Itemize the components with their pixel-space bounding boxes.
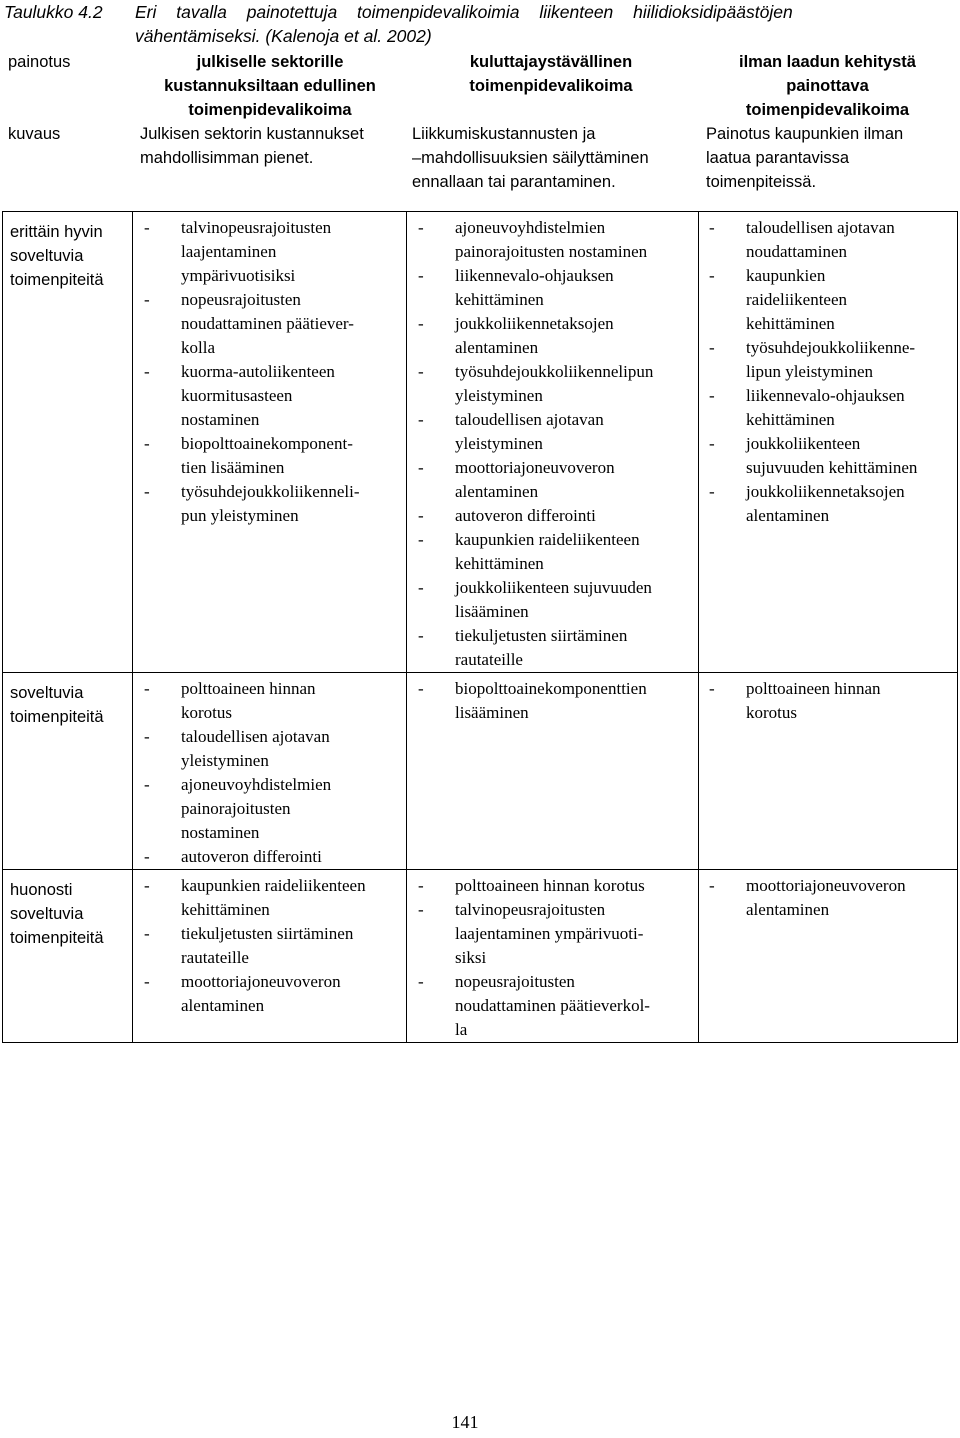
measure-cell [133, 212, 407, 673]
measure-list [144, 677, 400, 869]
text-line: - autoveron differointi [181, 847, 322, 866]
text-line: tien lisääminen [181, 458, 285, 477]
text-line: - polttoaineen hinnan [181, 679, 316, 698]
list-item [144, 677, 400, 725]
text-line: kehittäminen [455, 554, 544, 573]
text-line: toimenpidevalikoima [745, 101, 910, 119]
list-item [144, 773, 400, 845]
text-line: lisääminen [455, 602, 529, 621]
text-line: - kuorma-autoliikenteen [181, 362, 335, 381]
caption-line-2: vähentämiseksi. (Kalenoja et al. 2002) [135, 26, 432, 46]
text-line: rautateille [181, 948, 249, 967]
text-line: - kaupunkien raideliikenteen [181, 876, 366, 895]
text-line: - liikennevalo-ohjauksen [746, 386, 905, 405]
text-line: - nopeusrajoitusten [455, 972, 575, 991]
list-item [144, 480, 400, 528]
measure-list [709, 874, 953, 922]
text-line: soveltuvia [10, 247, 84, 265]
list-item [418, 874, 692, 898]
text-line: lipun yleistyminen [746, 362, 874, 381]
measure-cell [407, 673, 699, 870]
col3-description [706, 122, 960, 194]
text-line: - moottoriajoneuvoveron [455, 458, 615, 477]
text-line: painorajoitusten [181, 799, 291, 818]
text-line: - polttoaineen hinnan korotus [455, 876, 645, 895]
text-line: - taloudellisen ajotavan [746, 218, 895, 237]
measure-cell [699, 870, 958, 1043]
measure-cell [133, 673, 407, 870]
text-line: alentaminen [746, 506, 830, 525]
text-line: - kaupunkien [746, 266, 826, 285]
text-line: pun yleistyminen [181, 506, 299, 525]
text-line: kolla [181, 338, 215, 357]
row-label [3, 870, 133, 1043]
col1-title [135, 50, 405, 122]
text-line: toimenpidevalikoima [188, 101, 352, 119]
text-line: laajentaminen ympärivuoti- [455, 924, 644, 943]
text-line: - joukkoliikennetaksojen [455, 314, 614, 333]
col1-description [140, 122, 410, 170]
measure-list [418, 216, 692, 672]
text-line: la [455, 1020, 468, 1039]
row-label [3, 212, 133, 673]
list-item [144, 845, 400, 869]
text-line: alentaminen [455, 338, 539, 357]
text-line: soveltuvia [10, 905, 84, 923]
list-item [709, 336, 953, 384]
list-item [144, 360, 400, 432]
table-caption [4, 0, 956, 48]
col2-title [406, 50, 696, 98]
measure-list [709, 216, 953, 528]
text-line: - taloudellisen ajotavan [181, 727, 330, 746]
list-item [144, 432, 400, 480]
measure-list [144, 216, 400, 528]
text-line: toimenpiteissä. [706, 173, 817, 191]
list-item [709, 677, 953, 725]
measure-list [418, 677, 692, 725]
list-item [418, 408, 692, 456]
text-line: nostaminen [181, 410, 260, 429]
text-line: kehittäminen [181, 900, 270, 919]
text-line: - biopolttoainekomponent- [181, 434, 353, 453]
measure-list [709, 677, 953, 725]
measures-table [2, 211, 958, 1043]
text-line: - taloudellisen ajotavan [455, 410, 604, 429]
text-line: kuormitusasteen [181, 386, 293, 405]
text-line: noudattaminen [746, 242, 848, 261]
caption-line-1: Eri tavalla painotettuja toimenpidevalikoimia liikenteen hiilidioksidipäästöjen [135, 2, 793, 22]
list-item [144, 922, 400, 970]
text-line: julkiselle sektorille [196, 53, 344, 71]
table-row [3, 870, 958, 1043]
list-item [709, 264, 953, 336]
table-row [3, 673, 958, 870]
text-line: - työsuhdejoukkoliikennelipun [455, 362, 654, 381]
list-item [144, 970, 400, 1018]
text-line: - joukkoliikenteen sujuvuuden [455, 578, 652, 597]
text-line: erittäin hyvin [10, 223, 103, 241]
list-item [418, 456, 692, 504]
text-line: ilman laadun kehitystä [739, 53, 916, 71]
text-line: mahdollisimman pienet. [140, 149, 314, 167]
text-line: - tiekuljetusten siirtäminen [181, 924, 354, 943]
text-line: siksi [455, 948, 487, 967]
table-row [3, 212, 958, 673]
measure-cell [407, 870, 699, 1043]
list-item [418, 264, 692, 312]
caption-label: Taulukko 4.2 [4, 2, 103, 22]
list-item [418, 216, 692, 264]
measure-list [418, 874, 692, 1042]
text-line: alentaminen [455, 482, 539, 501]
text-line: - biopolttoainekomponenttien [455, 679, 647, 698]
text-line: yleistyminen [455, 386, 543, 405]
list-item [144, 288, 400, 360]
text-line: - talvinopeusrajoitusten [181, 218, 332, 237]
table-header [0, 50, 960, 200]
text-line: Painotus kaupunkien ilman [706, 125, 904, 143]
text-line: laajentaminen [181, 242, 277, 261]
measure-cell [133, 870, 407, 1043]
list-item [418, 677, 692, 725]
list-item [144, 216, 400, 288]
list-item [418, 528, 692, 576]
text-line: painorajoitusten nostaminen [455, 242, 648, 261]
row-label-painotus: painotus [8, 53, 71, 71]
text-line: - nopeusrajoitusten [181, 290, 301, 309]
text-line: - joukkoliikennetaksojen [746, 482, 905, 501]
text-line: Julkisen sektorin kustannukset [140, 125, 364, 143]
list-item [144, 874, 400, 922]
measure-cell [699, 212, 958, 673]
row-label-kuvaus: kuvaus [8, 125, 61, 143]
text-line: toimenpiteitä [10, 929, 104, 947]
text-line: toimenpiteitä [10, 271, 104, 289]
text-line: alentaminen [181, 996, 265, 1015]
text-line: kehittäminen [746, 314, 835, 333]
text-line: yleistyminen [181, 751, 269, 770]
text-line: raideliikenteen [746, 290, 848, 309]
text-line: huonosti [10, 881, 73, 899]
list-item [418, 504, 692, 528]
list-item [418, 576, 692, 624]
text-line: - liikennevalo-ohjauksen [455, 266, 614, 285]
text-line: laatua parantavissa [706, 149, 850, 167]
measure-cell [699, 673, 958, 870]
text-line: - moottoriajoneuvoveron [181, 972, 341, 991]
list-item [144, 725, 400, 773]
list-item [709, 874, 953, 922]
measure-cell [407, 212, 699, 673]
text-line: toimenpiteitä [10, 708, 104, 726]
text-line: - ajoneuvoyhdistelmien [455, 218, 606, 237]
text-line: soveltuvia [10, 684, 84, 702]
text-line: - talvinopeusrajoitusten [455, 900, 606, 919]
measure-list [144, 874, 400, 1018]
text-line: toimenpidevalikoima [469, 77, 633, 95]
page-number: 141 [451, 1412, 479, 1432]
list-item [418, 360, 692, 408]
text-line: kustannuksiltaan edullinen [164, 77, 376, 95]
list-item [418, 624, 692, 672]
text-line: - polttoaineen hinnan [746, 679, 881, 698]
text-line: noudattaminen päätiever- [181, 314, 354, 333]
text-line: nostaminen [181, 823, 260, 842]
list-item [709, 216, 953, 264]
text-line: kehittäminen [455, 290, 544, 309]
text-line: - joukkoliikenteen [746, 434, 861, 453]
row-label [3, 673, 133, 870]
text-line: lisääminen [455, 703, 529, 722]
text-line: - tiekuljetusten siirtäminen [455, 626, 628, 645]
list-item [709, 480, 953, 528]
text-line: alentaminen [746, 900, 830, 919]
list-item [709, 384, 953, 432]
text-line: - työsuhdejoukkoliikenne- [746, 338, 916, 357]
text-line: sujuvuuden kehittäminen [746, 458, 918, 477]
text-line: noudattaminen päätieverkol- [455, 996, 650, 1015]
text-line: ennallaan tai parantaminen. [412, 173, 616, 191]
text-line: painottava [786, 77, 869, 95]
list-item [418, 970, 692, 1042]
text-line: korotus [746, 703, 797, 722]
text-line: ympärivuotisiksi [181, 266, 296, 285]
text-line: - moottoriajoneuvoveron [746, 876, 906, 895]
col2-description [412, 122, 702, 194]
text-line: - autoveron differointi [455, 506, 596, 525]
text-line: rautateille [455, 650, 523, 669]
text-line: - kaupunkien raideliikenteen [455, 530, 640, 549]
list-item [709, 432, 953, 480]
text-line: - työsuhdejoukkoliikenneli- [181, 482, 360, 501]
text-line: kuluttajaystävällinen [469, 53, 633, 71]
text-line: yleistyminen [455, 434, 543, 453]
list-item [418, 312, 692, 360]
text-line: - ajoneuvoyhdistelmien [181, 775, 332, 794]
text-line: korotus [181, 703, 232, 722]
text-line: Liikkumiskustannusten ja [412, 125, 596, 143]
text-line: kehittäminen [746, 410, 835, 429]
list-item [418, 898, 692, 970]
text-line: –mahdollisuuksien säilyttäminen [412, 149, 649, 167]
col3-title [700, 50, 955, 122]
